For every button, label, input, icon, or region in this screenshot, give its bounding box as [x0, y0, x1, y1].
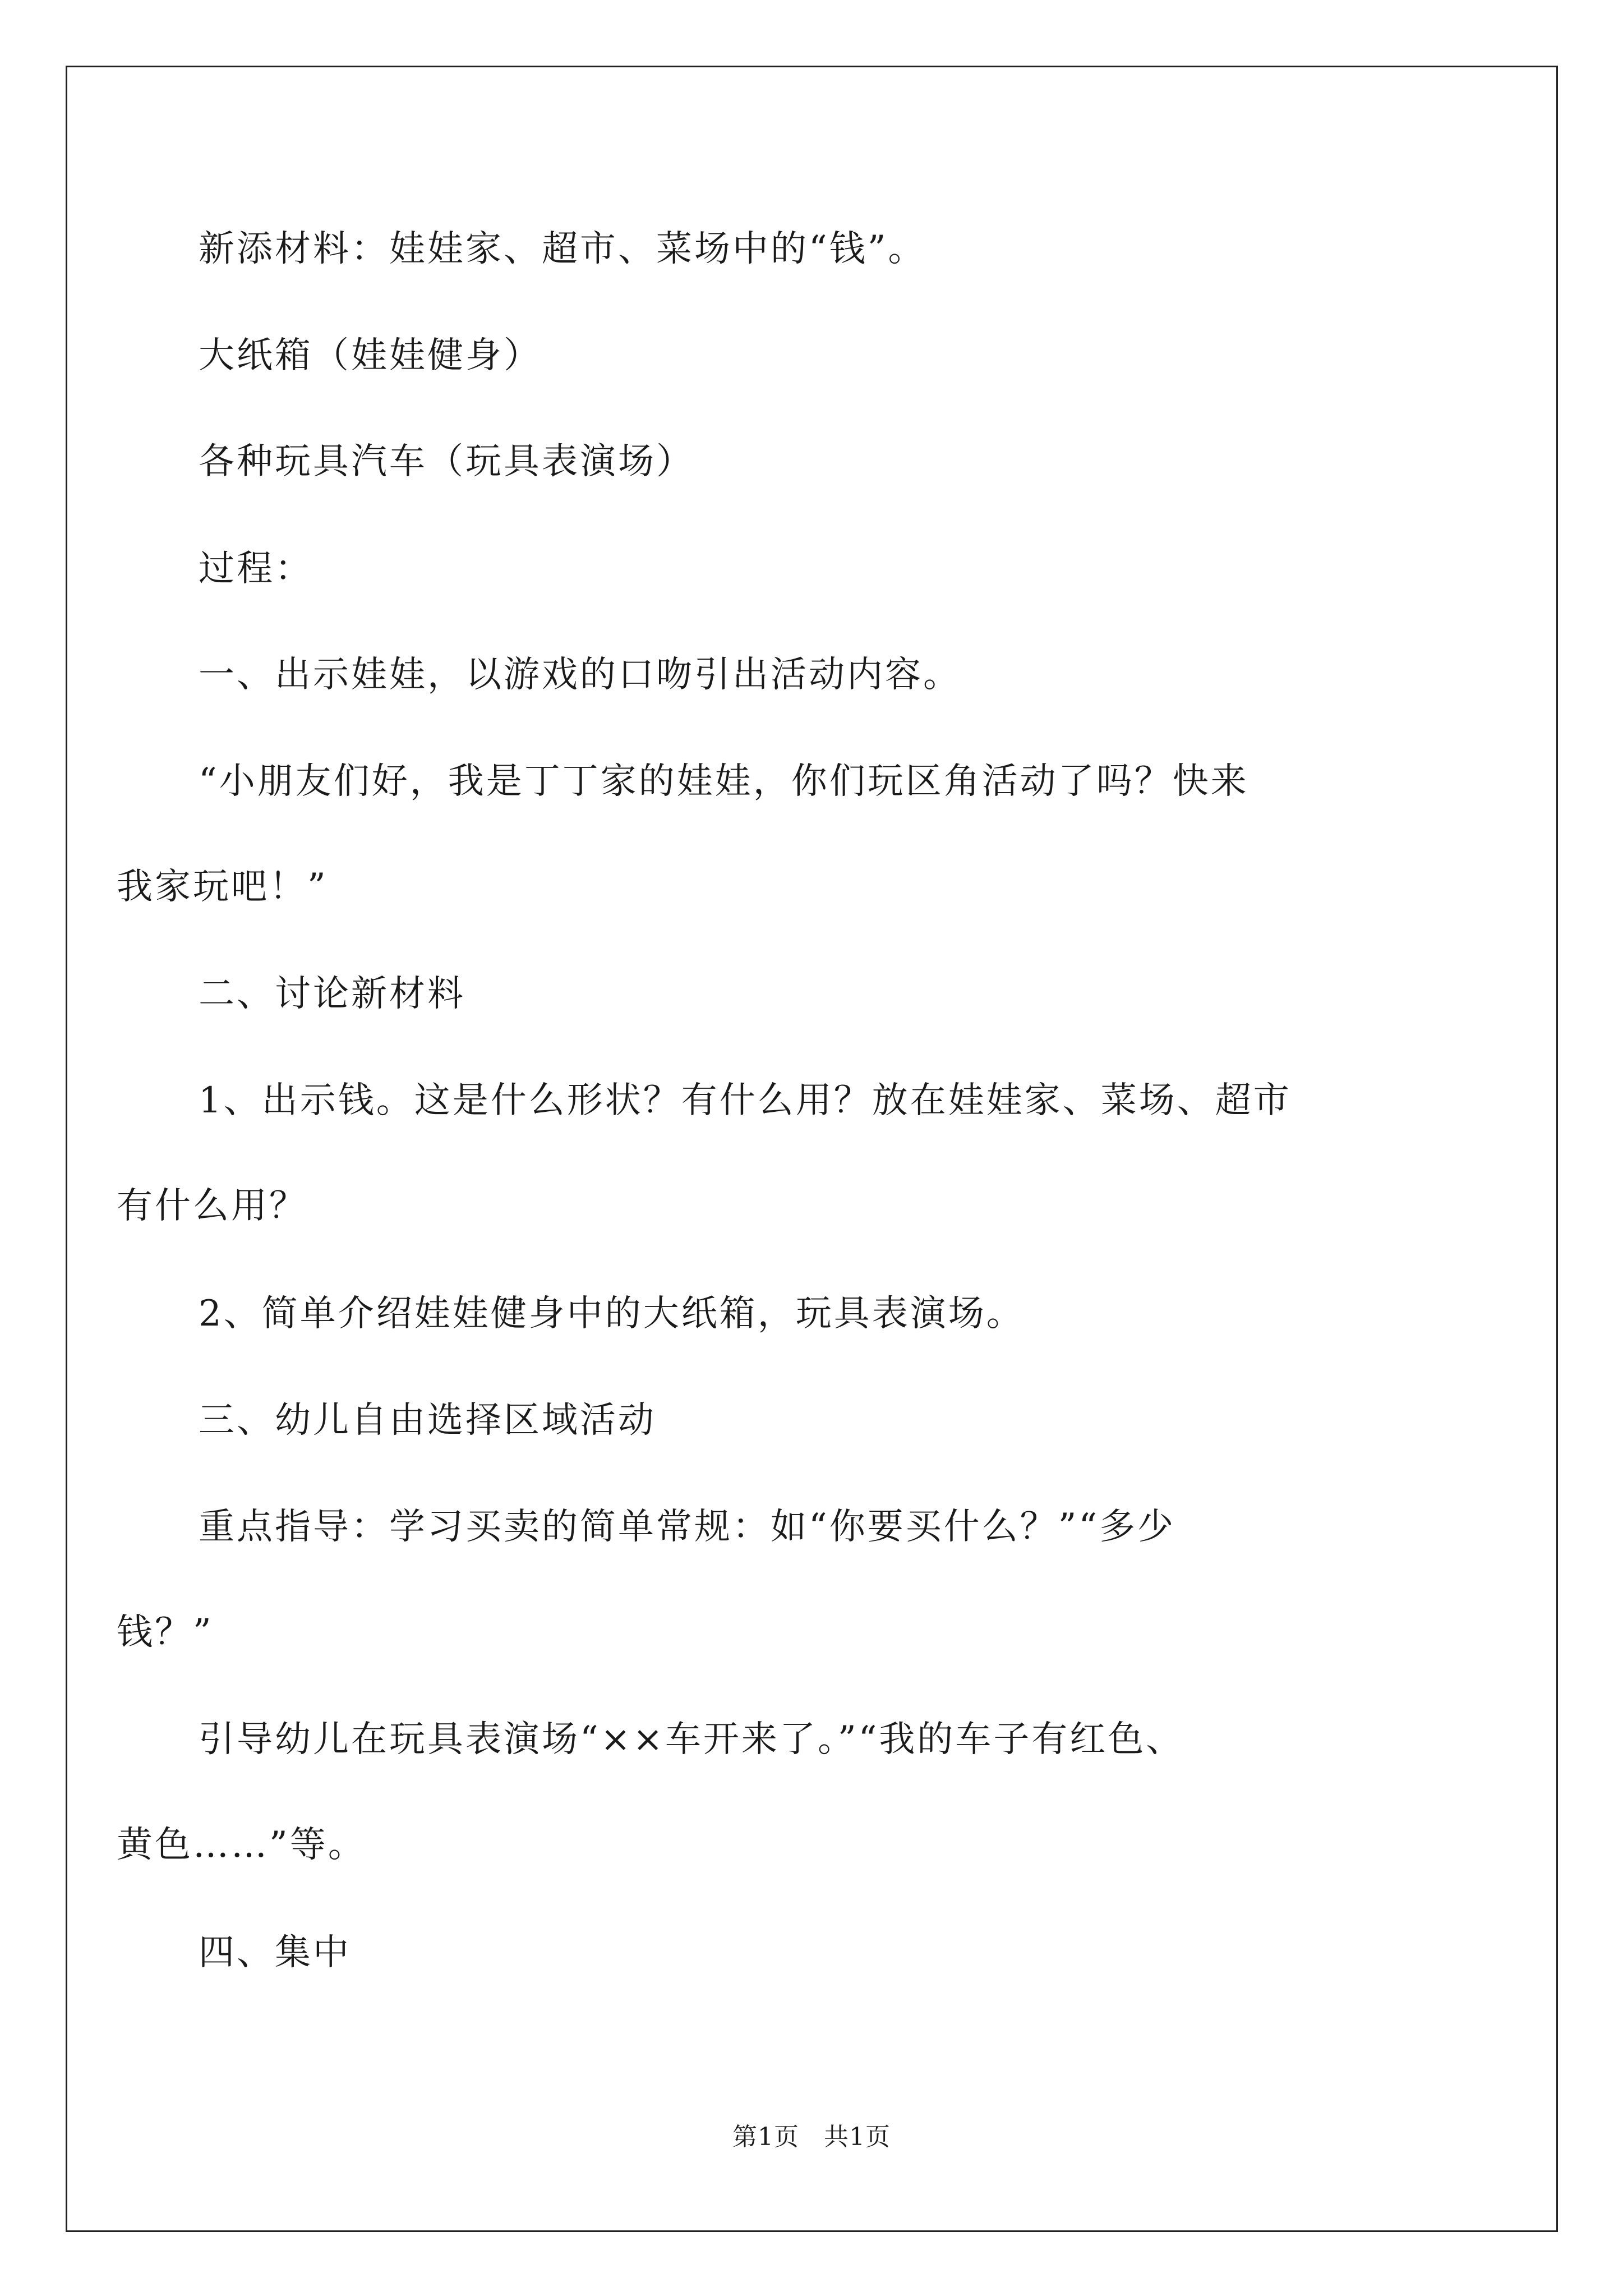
- paragraph-text-continued: 我家玩吧！”: [117, 866, 328, 908]
- page-total: 共1页: [824, 2123, 891, 2151]
- page-footer: [0, 2125, 1623, 2150]
- paragraph-materials: [199, 228, 1432, 270]
- paragraph-text: 一、出示娃娃，以游戏的口吻引出活动内容。: [199, 654, 961, 696]
- paragraph-toy-cars: [199, 441, 1432, 482]
- paragraph-doll-greeting: [117, 761, 1432, 908]
- paragraph-step-4: [199, 1932, 1432, 1973]
- paragraph-box: [199, 335, 1432, 376]
- paragraph-text: 1、出示钱。这是什么形状？有什么用？放在娃娃家、菜场、超市: [199, 1080, 1292, 1121]
- paragraph-text: 二、讨论新材料: [199, 973, 465, 1015]
- paragraph-step-2: [199, 973, 1432, 1015]
- paragraph-text: 新添材料：娃娃家、超市、菜场中的“钱”。: [199, 228, 926, 270]
- paragraph-text: 过程：: [199, 548, 313, 590]
- paragraph-text: 引导幼儿在玩具表演场“××车开来了。”“我的车子有红色、: [199, 1719, 1184, 1760]
- paragraph-guide-children: [117, 1719, 1432, 1866]
- paragraph-text-continued: 有什么用？: [117, 1185, 307, 1227]
- paragraph-step-1: [199, 654, 1432, 696]
- paragraph-process-heading: [199, 548, 1432, 590]
- paragraph-key-guidance: [117, 1506, 1432, 1653]
- paragraph-step-3: [199, 1400, 1432, 1441]
- paragraph-text: 三、幼儿自由选择区域活动: [199, 1400, 656, 1441]
- page-number: 第1页: [732, 2123, 799, 2151]
- paragraph-text: 四、集中: [199, 1932, 351, 1973]
- paragraph-introduce: [199, 1293, 1432, 1335]
- paragraph-text-continued: 黄色……”等。: [117, 1824, 366, 1866]
- paragraph-text: “小朋友们好，我是丁丁家的娃娃，你们玩区角活动了吗？快来: [199, 761, 1249, 802]
- paragraph-text: 各种玩具汽车（玩具表演场）: [199, 441, 694, 482]
- paragraph-text-continued: 钱？”: [117, 1612, 214, 1653]
- paragraph-text: 大纸箱（娃娃健身）: [199, 335, 542, 376]
- paragraph-show-money: [117, 1080, 1432, 1227]
- paragraph-text: 2、简单介绍娃娃健身中的大纸箱，玩具表演场。: [199, 1293, 1025, 1335]
- paragraph-text: 重点指导：学习买卖的简单常规：如“你要买什么？”“多少: [199, 1506, 1176, 1548]
